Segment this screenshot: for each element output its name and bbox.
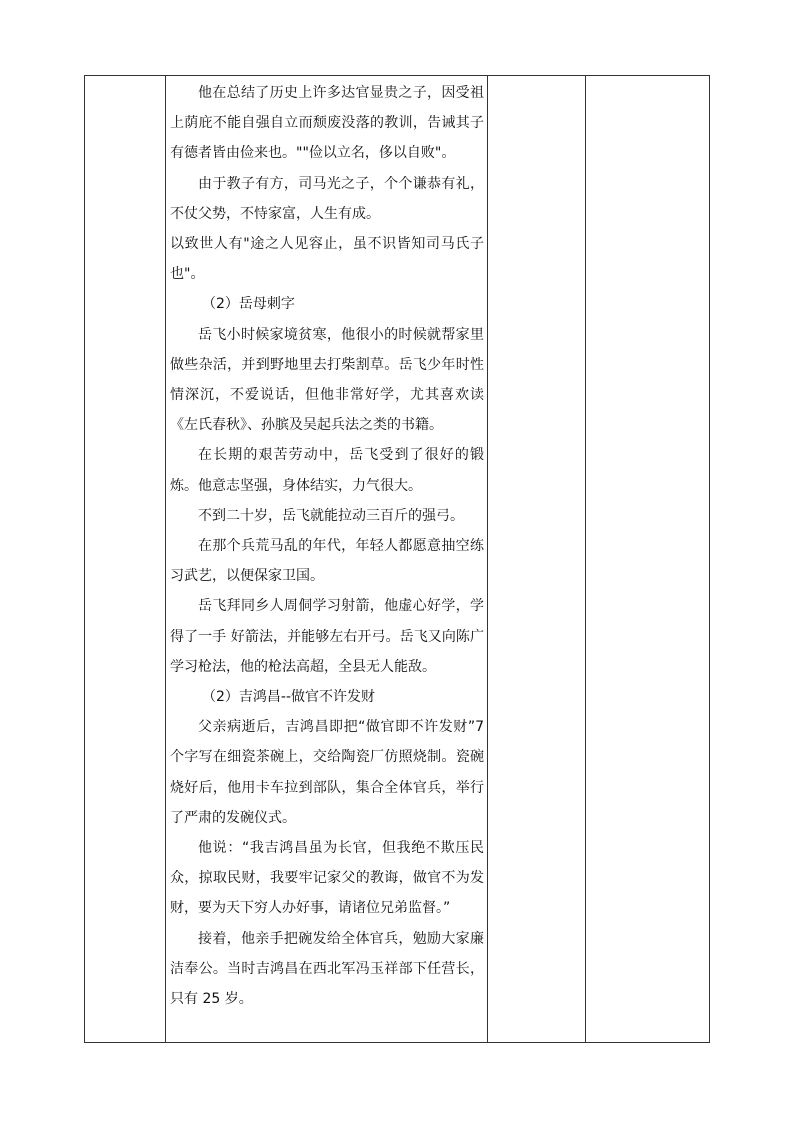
- table-column-third: [488, 76, 586, 1042]
- paragraph: 接着，他亲手把碗发给全体官兵，勉励大家廉洁奉公。当时吉鸿昌在西北军冯玉祥部下任营长，只有 25 岁。: [170, 930, 484, 1008]
- section-heading: （2）吉鸿昌--做官不许发财: [202, 689, 376, 706]
- paragraph: 父亲病逝后，吉鸿昌即把“做官即不许发财”7个字写在细瓷茶碗上，交给陶瓷厂仿照烧制。瓷碗烧好后，他用卡车拉到部队，集合全体官兵，举行了严肃的发碗仪式。: [170, 719, 484, 826]
- section-heading: （2）岳母刺字: [202, 296, 295, 313]
- paragraph: 由于教子有方，司马光之子，个个谦恭有礼，不仗父势，不恃家富，人生有成。: [170, 175, 484, 222]
- paragraph: 岳飞拜同乡人周侗学习射箭，他虚心好学，学得了一手 好箭法，并能够左右开弓。岳飞又向陈广学习枪法，他的枪法高超，全县无人能敌。: [170, 598, 484, 675]
- paragraph: 在长期的艰苦劳动中，岳飞受到了很好的锻炼。他意志坚强，身体结实，力气很大。: [170, 447, 484, 494]
- paragraph: 在那个兵荒马乱的年代，年轻人都愿意抽空练习武艺，以便保家卫国。: [170, 538, 484, 585]
- paragraph: 以致世人有"途之人见容止，虽不识皆知司马氏子也"。: [170, 236, 484, 283]
- paragraph: 他在总结了历史上许多达官显贵之子，因受祖上荫庇不能自强自立而颓废没落的教训，告诫其子有德者皆由俭来也。""俭以立名，侈以自败"。: [170, 85, 484, 162]
- table-column-content: [166, 76, 488, 1042]
- table-column-right: [586, 76, 709, 1042]
- table-column-left: [85, 76, 166, 1042]
- paragraph: 不到二十岁，岳飞就能拉动三百斤的强弓。: [198, 507, 464, 524]
- paragraph: 岳飞小时候家境贫寒，他很小的时候就帮家里做些杂活，并到野地里去打柴割草。岳飞少年时性情深沉，不爱说话，但他非常好学，尤其喜欢读《左氏春秋》、孙膑及吴起兵法之类的书籍。: [170, 326, 484, 434]
- document-table: [84, 75, 710, 1043]
- paragraph: 他说：“我吉鸿昌虽为长官，但我绝不欺压民众，掠取民财，我要牢记家父的教诲，做官不为发财，要为天下穷人办好事，请诸位兄弟监督。”: [170, 840, 484, 917]
